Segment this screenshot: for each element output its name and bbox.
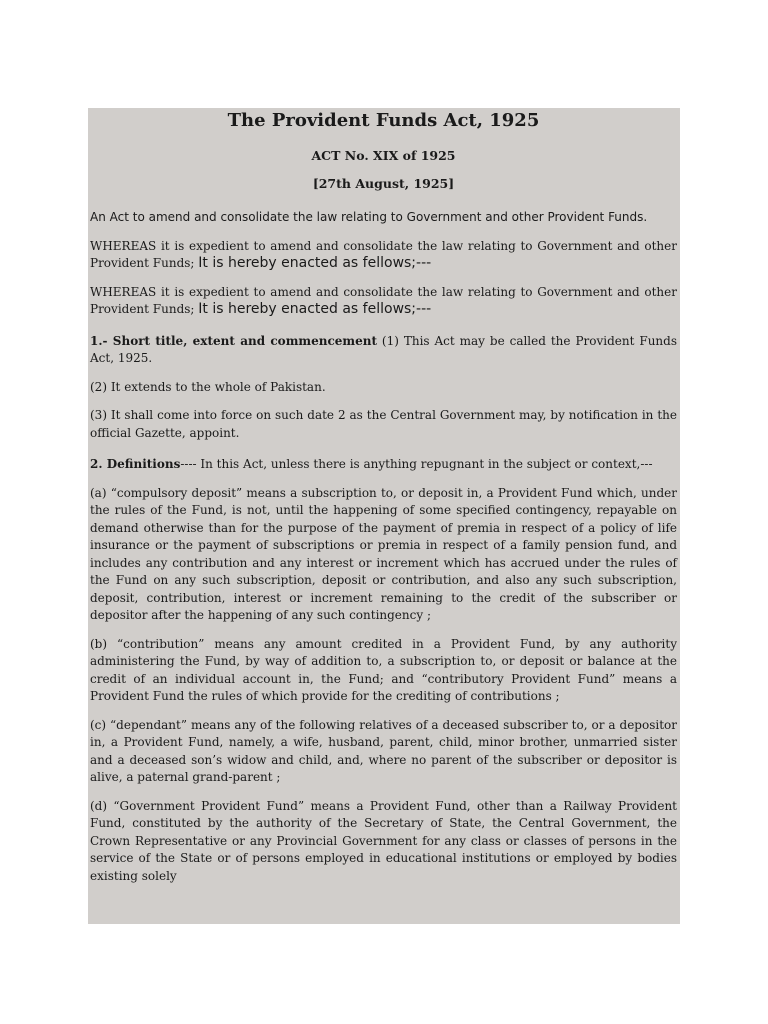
section-1-paragraph	[90, 333, 677, 368]
definition-a: (a) “compulsory deposit” means a subscription to, or deposit in, a Provident Fund which, under the rules of the Fund, is not, until the happening of some specified contingency, repayable on demand otherwise than for the purpose of the payment of premia in respect of a policy of life insurance or the payment of subscriptions or premia in respect of a family pension fund, and includes any contribution and any interest or increment which has accrued under the rules of the Fund on any such subscription, deposit or contribution, and also any such subscription, deposit, contribution, interest or increment remaining to the credit of the subscriber or depositor after the happening of any such contingency ;	[90, 485, 677, 622]
whereas-clause-1	[90, 238, 677, 273]
definition-c: (c) “dependant” means any of the following relatives of a deceased subscriber to, or a depositor in, a Provident Fund, namely, a wife, husband, parent, child, minor brother, unmarried sister and a deceased son’s widow and child, and, where no parent of the subscriber or depositor is alive, a paternal grand-parent ;	[90, 717, 677, 784]
document-title: The Provident Funds Act, 1925	[227, 110, 540, 131]
section-1-subsection-1: (1) This Act may be called the Provident Funds Act, 1925.	[90, 333, 677, 365]
section-1-subsection-3: (3) It shall come into force on such date 2 as the Central Government may, by notification in the official Gazette, appoint.	[90, 408, 677, 440]
enacting-formula: It is hereby enacted as fellows;---	[198, 301, 432, 317]
preamble: An Act to amend and consolidate the law relating to Government and other Provident Funds.	[90, 210, 648, 224]
section-2-heading: 2. Definitions	[90, 457, 181, 471]
section-2-paragraph	[90, 456, 677, 474]
act-date: [27th August, 1925]	[312, 176, 455, 191]
section-1-heading: 1.- Short title, extent and commencement	[90, 333, 377, 348]
definition-b: (b) “contribution” means any amount credited in a Provident Fund, by any authority administering the Fund, by way of addition to, a subscription to, or deposit or balance at the credit of an individual account in, the Fund; and “contributory Provident Fund” means a Provident Fund the rules of which provide for the crediting of contributions ;	[90, 636, 677, 703]
whereas-clause-2	[90, 284, 677, 319]
document-page	[88, 108, 680, 924]
section-1-subsection-2: (2) It extends to the whole of Pakistan.	[90, 379, 326, 394]
whereas-text: WHEREAS it is expedient to amend and consolidate the law relating to Government and other Provident Funds;	[90, 238, 677, 270]
whereas-text: WHEREAS it is expedient to amend and consolidate the law relating to Government and other Provident Funds;	[90, 284, 677, 316]
enacting-formula: It is hereby enacted as fellows;---	[198, 255, 432, 271]
section-2-intro: ---- In this Act, unless there is anything repugnant in the subject or context,---	[180, 457, 653, 471]
definition-d: (d) “Government Provident Fund” means a Provident Fund, other than a Railway Provident Fund, constituted by the authority of the Secretary of State, the Central Government, the Crown Representative or any Provincial Government for any class or classes of persons in the service of the State or of persons employed in educational institutions or employed by bodies existing solely	[90, 798, 677, 883]
act-number: ACT No. XIX of 1925	[311, 148, 456, 163]
